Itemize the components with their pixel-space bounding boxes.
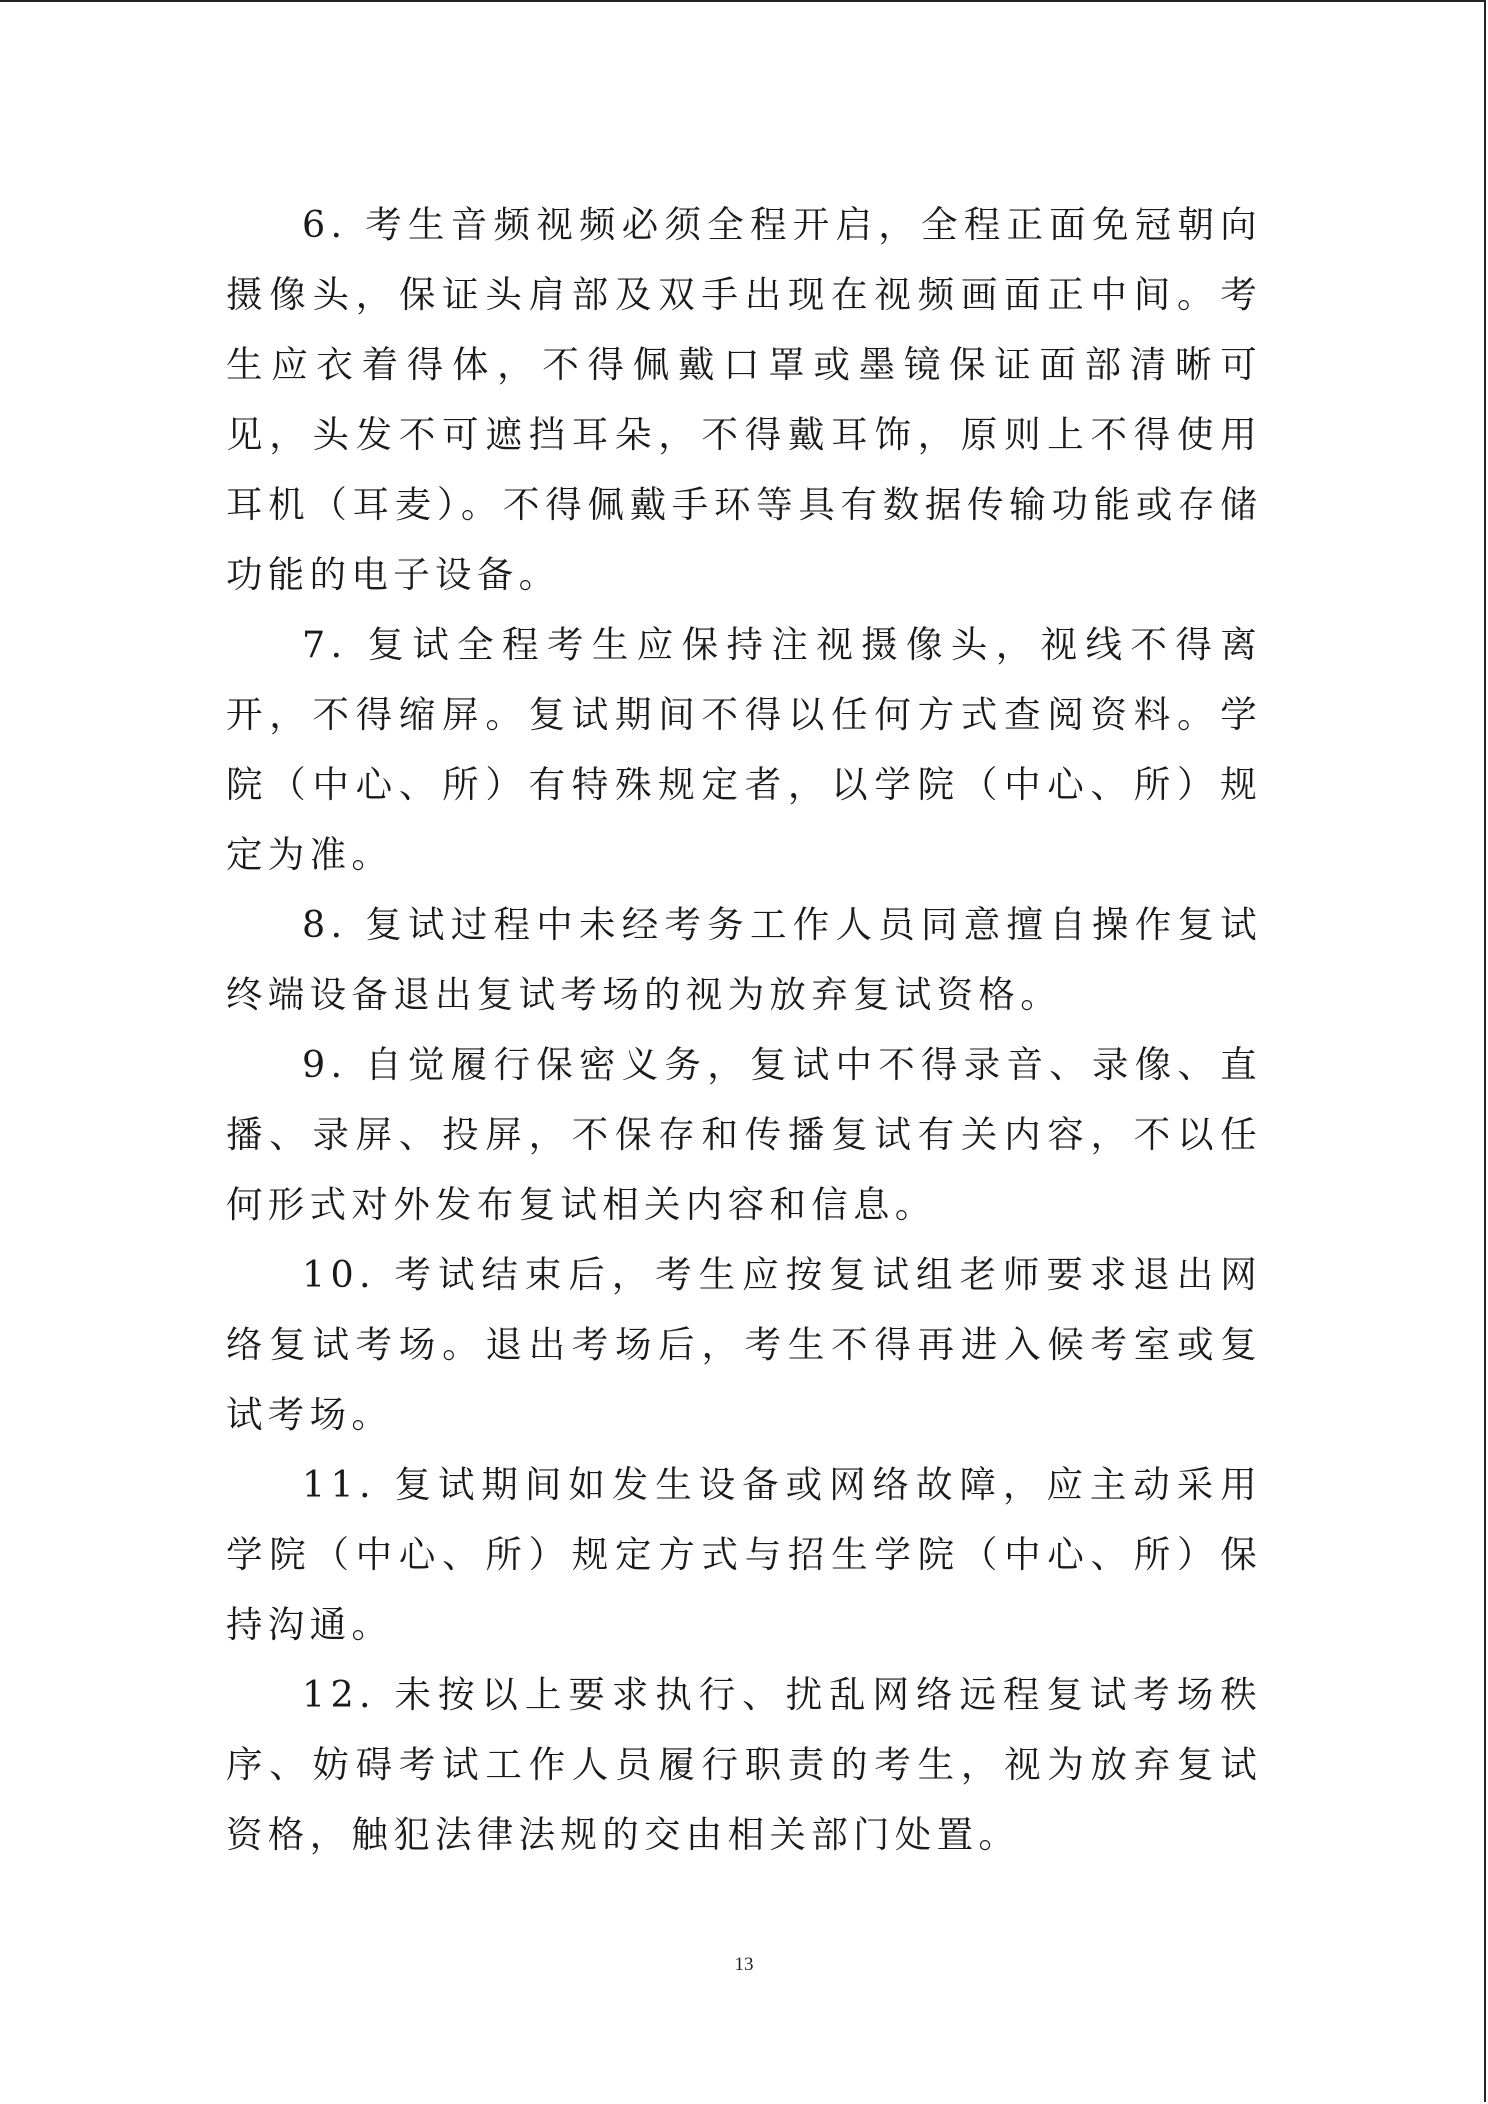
rule-paragraph-10: 10. 考试结束后，考生应按复试组老师要求退出网络复试考场。退出考场后，考生不得再进入候考室或复试考场。	[226, 1253, 1262, 1436]
rule-paragraph-11: 11. 复试期间如发生设备或网络故障，应主动采用学院（中心、所）规定方式与招生学院（中心、所）保持沟通。	[226, 1463, 1262, 1646]
rule-paragraph-7: 7. 复试全程考生应保持注视摄像头，视线不得离开，不得缩屏。复试期间不得以任何方式查阅资料。学院（中心、所）有特殊规定者，以学院（中心、所）规定为准。	[226, 623, 1262, 876]
page-number: 13	[734, 1954, 754, 1975]
rule-paragraph-8: 8. 复试过程中未经考务工作人员同意擅自操作复试终端设备退出复试考场的视为放弃复试资格。	[226, 903, 1262, 1016]
rule-paragraph-6: 6. 考生音频视频必须全程开启，全程正面免冠朝向摄像头，保证头肩部及双手出现在视频画面正中间。考生应衣着得体，不得佩戴口罩或墨镜保证面部清晰可见，头发不可遮挡耳朵，不得戴耳饰，原则上不得使用耳机（耳麦）。不得佩戴手环等具有数据传输功能或存储功能的电子设备。	[226, 203, 1262, 596]
document-body	[226, 190, 1262, 1870]
rule-paragraph-9: 9. 自觉履行保密义务，复试中不得录音、录像、直播、录屏、投屏，不保存和传播复试有关内容，不以任何形式对外发布复试相关内容和信息。	[226, 1043, 1262, 1226]
rule-paragraph-12: 12. 未按以上要求执行、扰乱网络远程复试考场秩序、妨碍考试工作人员履行职责的考生，视为放弃复试资格，触犯法律法规的交由相关部门处置。	[226, 1673, 1262, 1856]
